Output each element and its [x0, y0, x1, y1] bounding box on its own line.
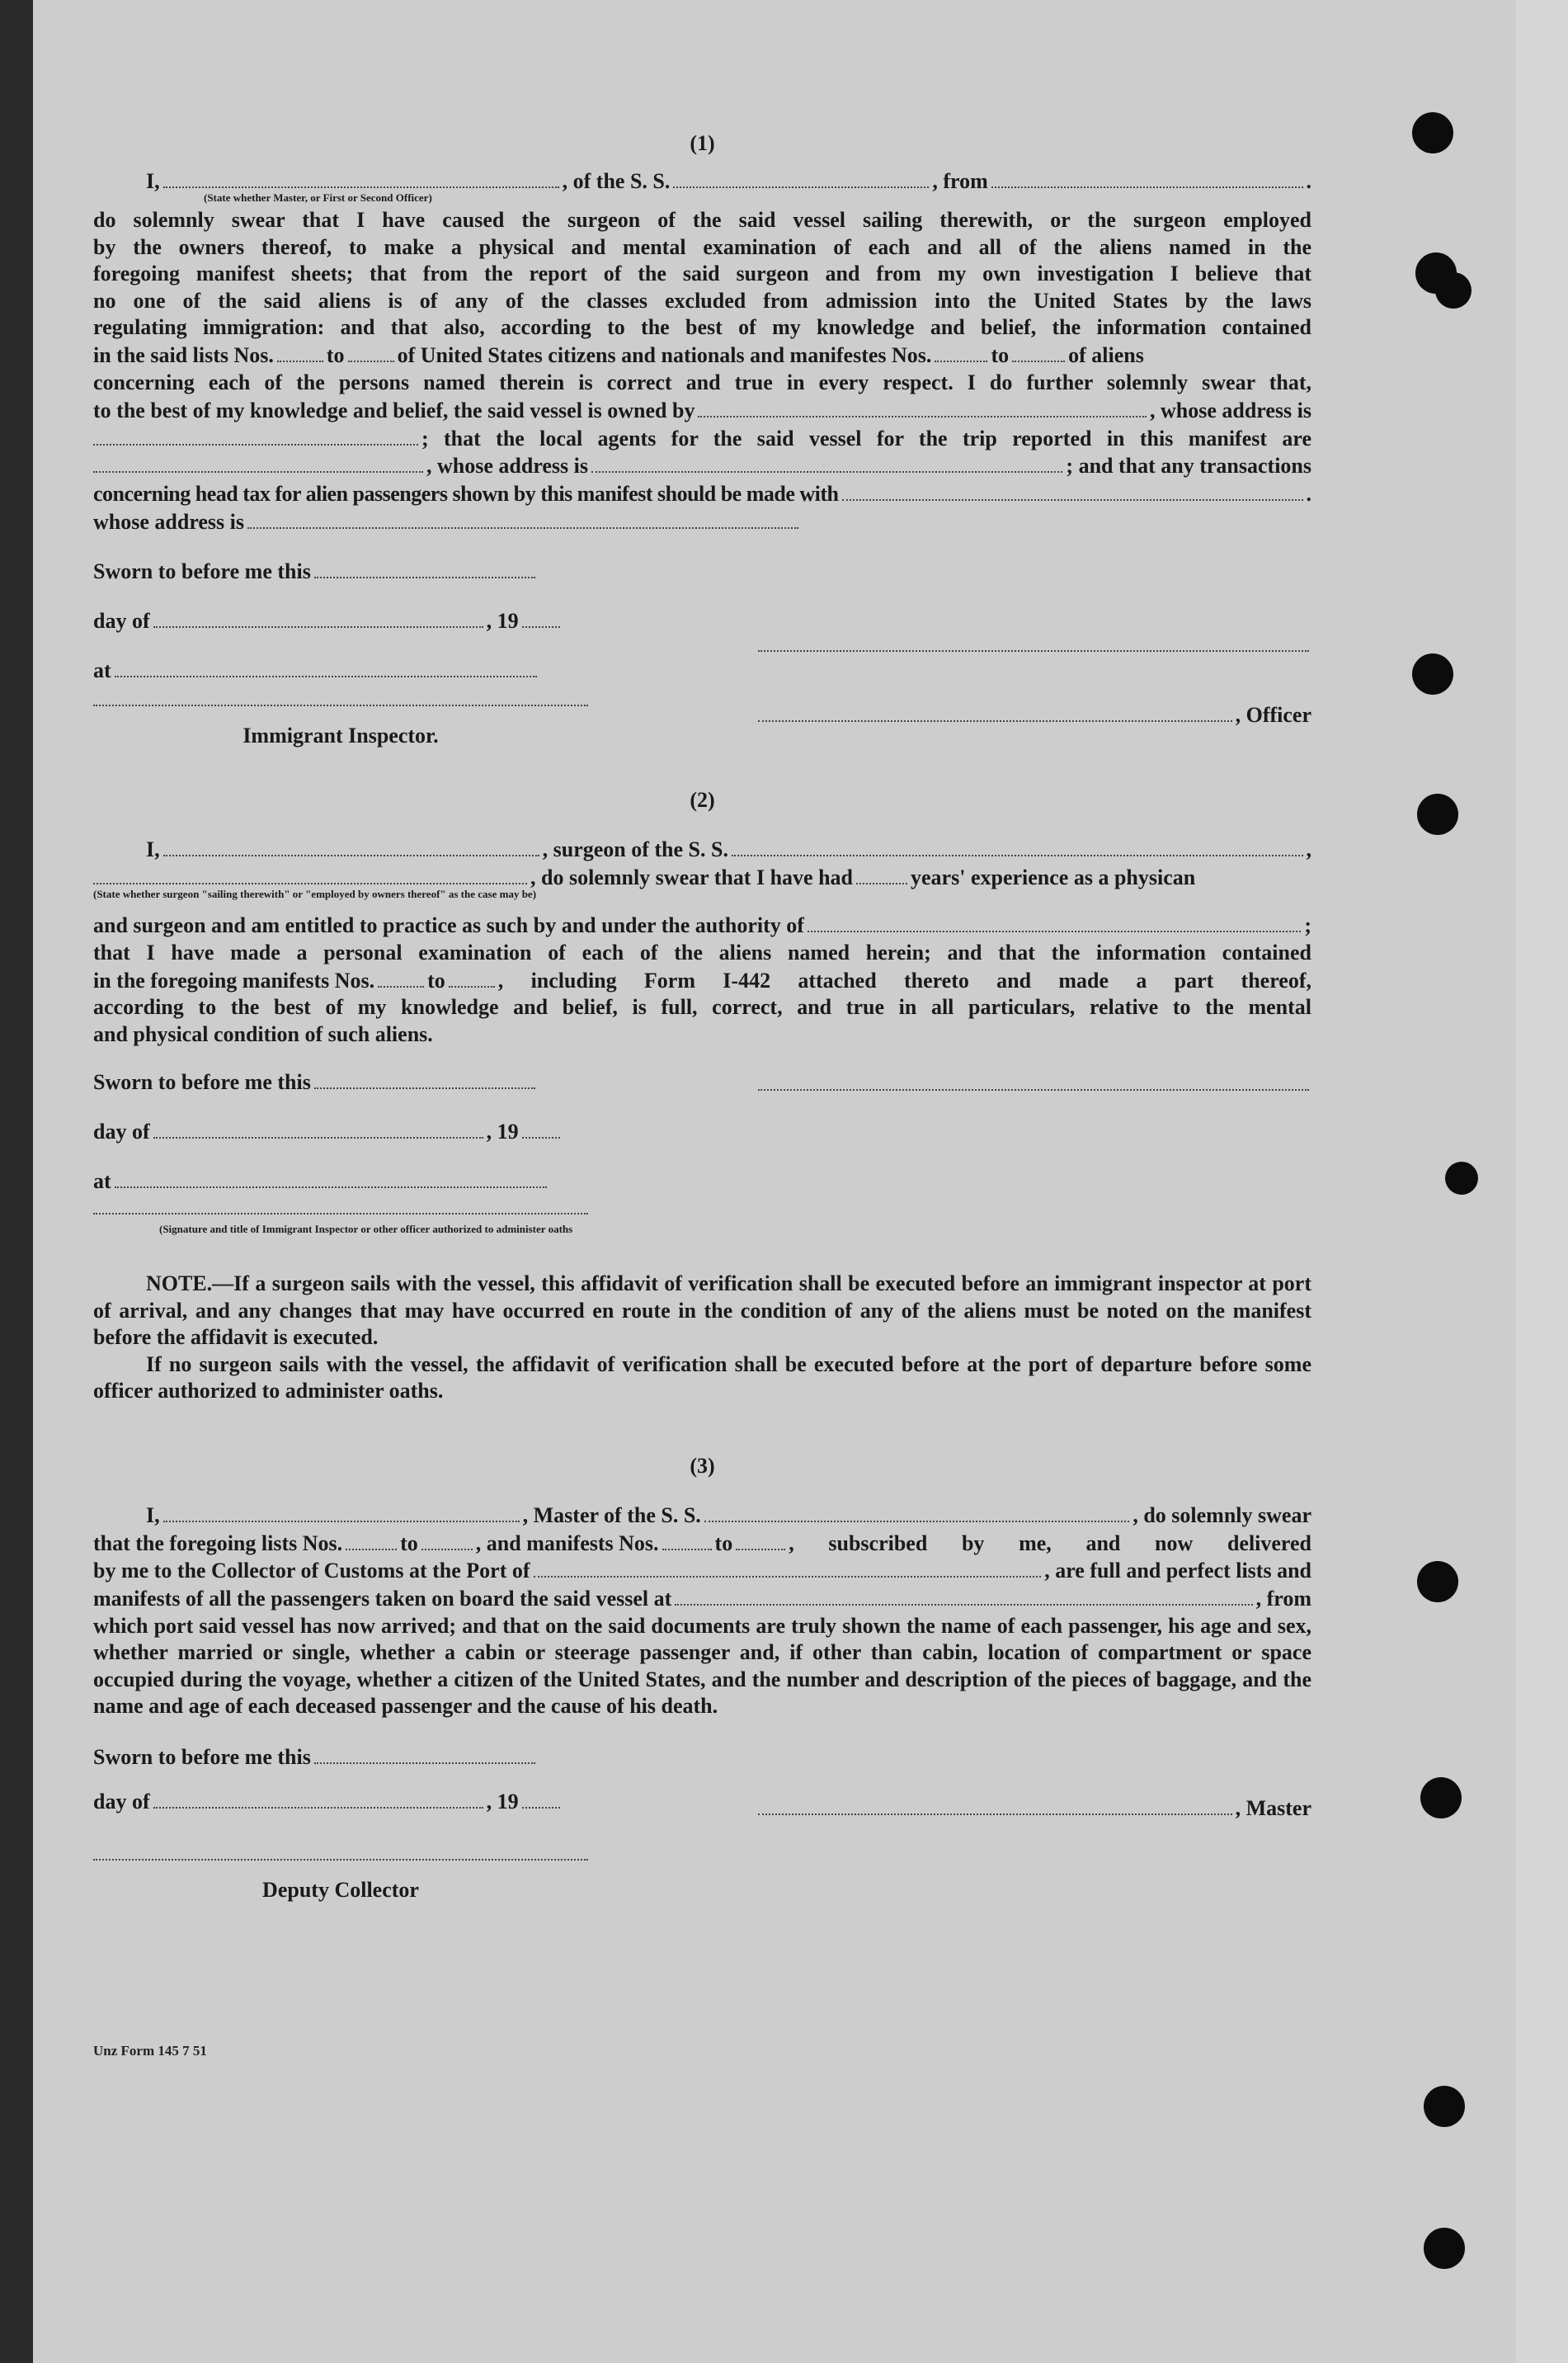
- manifests-line: in the foregoing manifests Nos. to , including Form I-442 attached thereto and made a part thereof,: [93, 966, 1311, 994]
- punch-hole: [1412, 112, 1453, 153]
- sworn-place-field[interactable]: [115, 1167, 547, 1187]
- ship-name-field[interactable]: [673, 167, 929, 188]
- signature-line[interactable]: [758, 650, 1309, 652]
- manifest-from-field[interactable]: [935, 342, 987, 362]
- officer-signature-field[interactable]: [758, 701, 1232, 722]
- section1-line1: I, , of the S. S. , from .: [93, 167, 1311, 196]
- note-paragraph: NOTE.—If a surgeon sails with the vessel, this affidavit of verification shall be executed before an immigrant inspector at port of arrival, and any changes that may have occurred en route in the condition of any of the aliens must be noted on the manifest before the affidavit is executed.: [93, 1271, 1311, 1350]
- signature-note: (Signature and title of Immigrant Inspector or other officer authorized to administer oaths: [159, 1223, 573, 1236]
- punch-hole: [1445, 1162, 1478, 1195]
- port-field[interactable]: [534, 1557, 1042, 1578]
- section2-line2: , do solemnly swear that I have had years' experience as a physican: [93, 863, 1311, 891]
- body-line: concerning each of the persons named therein is correct and true in every respect. I do further solemnly swear that,: [93, 370, 1311, 394]
- officer-rank-field[interactable]: [163, 167, 559, 188]
- section3-line1: I, , Master of the S. S. , do solemnly swear: [93, 1501, 1311, 1529]
- sworn-month-field[interactable]: [153, 1788, 483, 1809]
- sworn-year-field[interactable]: [522, 607, 560, 628]
- punch-hole: [1412, 653, 1453, 695]
- punch-hole: [1424, 2228, 1465, 2269]
- body-line: foregoing manifest sheets; that from the report of the said surgeon and from my own investigation I believe that: [93, 262, 1311, 286]
- list-to-field[interactable]: [348, 342, 394, 362]
- surgeon-signature-line[interactable]: [758, 1089, 1309, 1091]
- section-number: (2): [690, 787, 715, 812]
- punch-hole: [1435, 272, 1471, 309]
- body-line: according to the best of my knowledge and belief, is full, correct, and true in all particulars, relative to the mental: [93, 995, 1311, 1020]
- section1-signatures: Sworn to before me this day of , 19 at , Officer Immigrant Inspector.: [93, 536, 1311, 776]
- master-ship-field[interactable]: [704, 1501, 1130, 1521]
- surgeon-name-field[interactable]: [163, 835, 539, 856]
- section-number: (3): [690, 1453, 715, 1478]
- deputy-signature-line[interactable]: [93, 1859, 588, 1861]
- owned-line: to the best of my knowledge and belief, the said vessel is owned by , whose address is: [93, 396, 1311, 424]
- punch-hole: [1420, 1777, 1462, 1818]
- field-note: (State whether Master, or First or Second Officer): [204, 191, 432, 205]
- surgeon-status-field[interactable]: [93, 863, 527, 884]
- section2-line1: I, , surgeon of the S. S. ,: [93, 835, 1311, 863]
- manifest-to-field[interactable]: [449, 966, 495, 987]
- section3-line4: manifests of all the passengers taken on board the said vessel at , from: [93, 1585, 1311, 1613]
- manifest-from-field[interactable]: [662, 1529, 712, 1549]
- section3-signatures: Sworn to before me this day of , 19 , Master Deputy Collector: [93, 1720, 1311, 1910]
- sworn-place-field[interactable]: [115, 657, 537, 677]
- manifest-to-field[interactable]: [736, 1529, 785, 1549]
- list-from-field[interactable]: [346, 1529, 397, 1549]
- agents-field[interactable]: [93, 452, 423, 473]
- section-number: (1): [690, 131, 715, 155]
- punch-hole: [1417, 1561, 1458, 1602]
- authority-line: and surgeon and am entitled to practice as such by and under the authority of ;: [93, 912, 1311, 940]
- manifest-to-field[interactable]: [1012, 342, 1065, 362]
- lists-line: in the said lists Nos. to of United States citizens and nationals and manifestes Nos. to of aliens: [93, 342, 1311, 370]
- manifest-from-field[interactable]: [378, 966, 424, 987]
- body-line: and physical condition of such aliens.: [93, 1021, 433, 1046]
- headtax-field[interactable]: [842, 480, 1303, 501]
- master-signature-field[interactable]: [758, 1795, 1232, 1815]
- field-note: (State whether surgeon "sailing therewith" or "employed by owners thereof" as the case may be): [93, 888, 537, 901]
- body-line: do solemnly swear that I have caused the surgeon of the said vessel sailing therewith, or the surgeon employed: [93, 208, 1311, 233]
- authority-field[interactable]: [808, 912, 1301, 932]
- note-paragraph: If no surgeon sails with the vessel, the affidavit of verification shall be executed before at the port of departure before some officer authorized to administer oaths.: [93, 1351, 1311, 1403]
- whose-line: whose address is: [93, 508, 1311, 536]
- form-content: [93, 107, 1311, 1910]
- owner-field[interactable]: [698, 396, 1147, 417]
- form-number: Unz Form 145 7 51: [93, 2043, 207, 2059]
- master-name-field[interactable]: [163, 1501, 520, 1521]
- list-to-field[interactable]: [421, 1529, 473, 1549]
- headtax-line: concerning head tax for alien passengers shown by this manifest should be made with .: [93, 480, 1311, 508]
- body-line: no one of the said aliens is of any of the classes excluded from admission into the United States by the laws: [93, 288, 1311, 313]
- section3-line2: that the foregoing lists Nos. to , and manifests Nos. to , subscribed by me, and now delivered: [93, 1529, 1311, 1557]
- from-port-field[interactable]: [991, 167, 1303, 188]
- sworn-year-field[interactable]: [522, 1117, 560, 1138]
- inspector-label: Immigrant Inspector.: [242, 723, 439, 748]
- punch-hole: [1417, 794, 1458, 835]
- sworn-year-field[interactable]: [522, 1788, 560, 1809]
- sworn-month-field[interactable]: [153, 1117, 483, 1138]
- list-from-field[interactable]: [277, 342, 323, 362]
- section2-signatures: Sworn to before me this day of , 19 at (Signature and title of Immigrant Inspector or other officer authorized to administer oaths: [93, 1048, 1311, 1271]
- margin-strip: [1516, 0, 1568, 2363]
- sworn-month-field[interactable]: [153, 607, 483, 628]
- sworn-day-field[interactable]: [314, 1068, 535, 1088]
- surgeon-ship-field[interactable]: [732, 835, 1303, 856]
- deputy-label: Deputy Collector: [262, 1877, 419, 1902]
- agents-line: ; that the local agents for the said vessel for the trip reported in this manifest are: [93, 424, 1311, 452]
- body-paragraph: which port said vessel has now arrived; and that on the said documents are truly shown the name of each passenger, his age and sex, whether married or single, whether a cabin or steerage passenger and, if other than cabin, location of compartment or space occupied during the voyage, whether a citizen of the United States, and the number and description of the pieces of baggage, and the name and age of each deceased passenger and the cause of his death.: [93, 1613, 1311, 1719]
- years-experience-field[interactable]: [856, 863, 907, 884]
- sworn-day-field[interactable]: [314, 558, 535, 578]
- body-line: regulating immigration: and that also, according to the best of my knowledge and belief, the information contained: [93, 315, 1311, 340]
- section3-line3: by me to the Collector of Customs at the Port of , are full and perfect lists and: [93, 1557, 1311, 1585]
- body-line: that I have made a personal examination of each of the aliens named herein; and that the information contained: [93, 940, 1311, 965]
- headtax-address-field[interactable]: [247, 508, 798, 529]
- owner-address-field[interactable]: [93, 424, 418, 445]
- embark-port-field[interactable]: [675, 1585, 1252, 1606]
- punch-hole: [1424, 2086, 1465, 2127]
- agents-address-field[interactable]: [591, 452, 1062, 473]
- agents-address-line: , whose address is ; and that any transactions: [93, 452, 1311, 480]
- inspector-signature-line[interactable]: [93, 705, 588, 706]
- body-line: by the owners thereof, to make a physical and mental examination of each and all of the aliens named in the: [93, 234, 1311, 259]
- inspector-signature-line[interactable]: [93, 1213, 588, 1215]
- sworn-day-field[interactable]: [314, 1743, 535, 1764]
